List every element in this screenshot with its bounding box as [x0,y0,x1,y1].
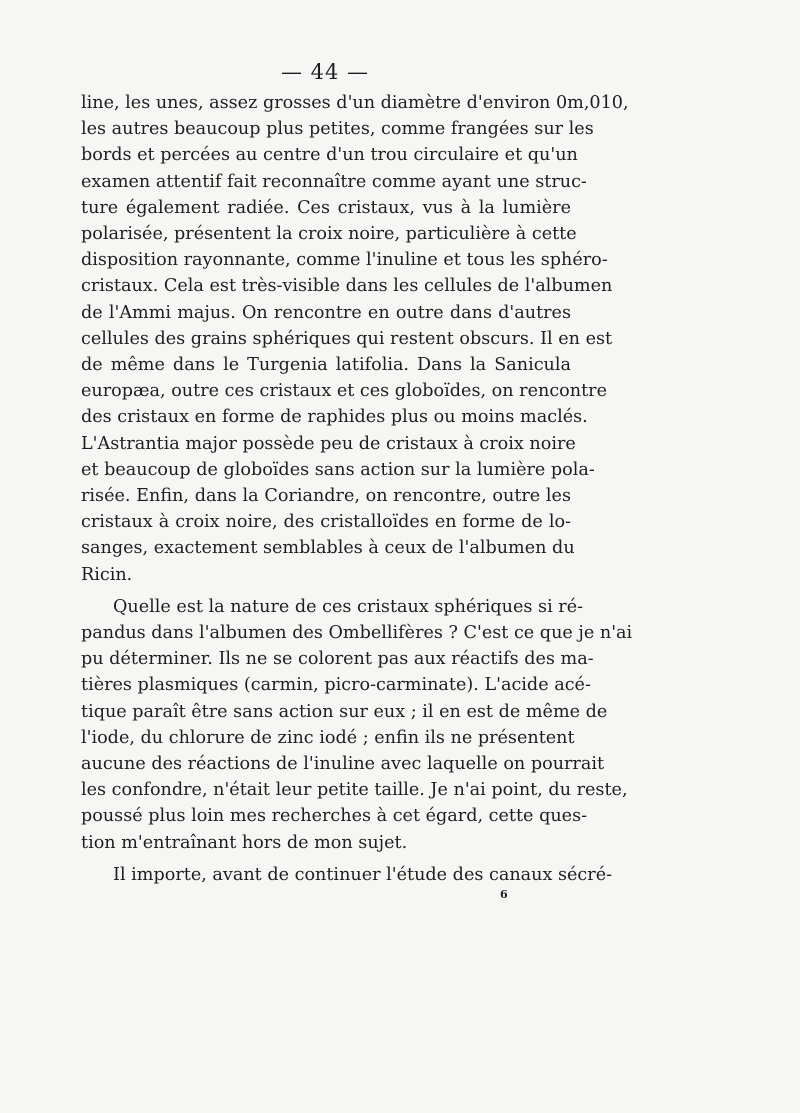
text-line: line, les unes, assez grosses d'un diamètre d'environ 0m,010, [81,93,629,113]
text-line: cellules des grains sphériques qui restent obscurs. Il en est [81,328,613,349]
text-line: Quelle est la nature de ces cristaux sphériques si ré- [113,596,584,617]
text-line: disposition rayonnante, comme l'inuline et tous les sphéro- [81,250,608,271]
text-line: europæa, outre ces cristaux et ces globoïdes, on rencontre [81,381,607,402]
text-line: de même dans le Turgenia latifolia. Dans la Sanicula [81,355,571,376]
text-line: risée. Enfin, dans la Coriandre, on rencontre, outre les [81,486,571,507]
text-line: des cristaux en forme de raphides plus ou moins maclés. [81,407,588,428]
text-line: tion m'entraînant hors de mon sujet. [81,832,408,853]
text-line: et beaucoup de globoïdes sans action sur la lumière pola- [81,459,595,480]
text-line: examen attentif fait reconnaître comme ayant une struc- [81,171,587,192]
body-text [81,90,633,888]
text-line: de l'Ammi majus. On rencontre en outre dans d'autres [81,302,571,323]
text-line: tières plasmiques (carmin, picro-carminate). L'acide acé- [81,675,591,696]
text-line: poussé plus loin mes recherches à cet égard, cette ques- [81,806,588,827]
text-line: les autres beaucoup plus petites, comme frangées sur les [81,119,594,140]
text-line: sanges, exactement semblables à ceux de l'albumen du [81,538,575,559]
text-line: cristaux à croix noire, des cristalloïdes en forme de lo- [81,512,571,533]
text-line: Ricin. [81,564,133,585]
text-line: l'iode, du chlorure de zinc iodé ; enfin ils ne présentent [81,727,575,748]
text-line: aucune des réactions de l'inuline avec laquelle on pourrait [81,754,605,775]
text-line: les confondre, n'était leur petite taille. Je n'ai point, du reste, [81,780,628,801]
text-line: polarisée, présentent la croix noire, particulière à cette [81,224,577,245]
page-number-header: — 44 — [280,60,370,84]
text-line: tique paraît être sans action sur eux ; il en est de même de [81,701,608,722]
paragraph-2 [81,594,633,856]
text-line: pu déterminer. Ils ne se colorent pas aux réactifs des ma- [81,649,594,670]
text-line: Il importe, avant de continuer l'étude des canaux sécré- [113,864,613,885]
text-line: bords et percées au centre d'un trou circulaire et qu'un [81,145,578,166]
paragraph-3 [81,862,613,888]
signature-mark: 6 [500,888,508,901]
text-line: ture également radiée. Ces cristaux, vus à la lumière [81,197,571,218]
text-line: L'Astrantia major possède peu de cristaux à croix noire [81,433,576,454]
text-line: cristaux. Cela est très-visible dans les cellules de l'albumen [81,276,613,297]
text-line: pandus dans l'albumen des Ombellifères ? C'est ce que je n'ai [81,623,633,644]
paragraph-1 [81,90,629,588]
